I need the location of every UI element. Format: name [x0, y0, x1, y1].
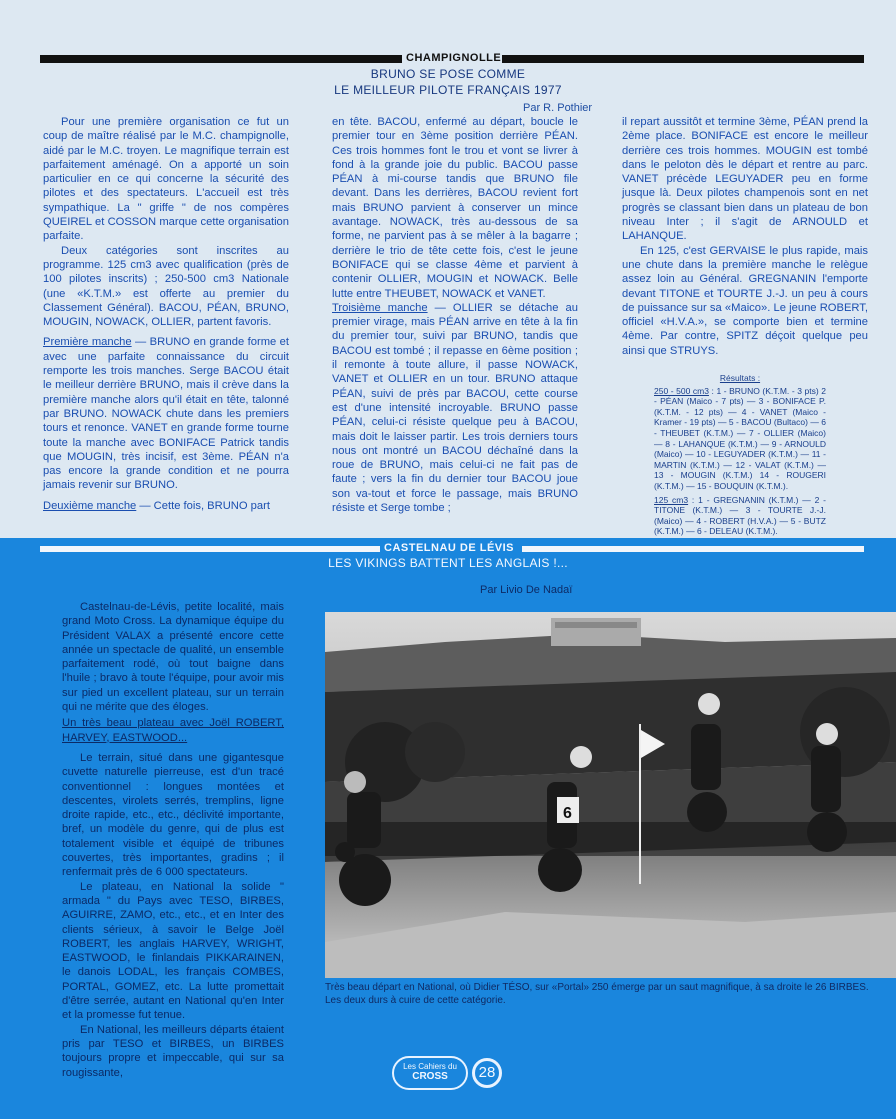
paragraph: Deux catégories sont inscrites au programme. 125 cm3 avec qualification (près de 100 pilotes inscrits) ; 250-500 cm3 Nationale (une «K.T.M.» est offerte au premier du Classement Général). BACOU, PÉAN, BRUNO, MOUGIN, NOWACK, OLLIER, partent favoris. [43, 244, 289, 329]
cahiers-du-cross-logo [392, 1056, 468, 1090]
headline-line-2: LE MEILLEUR PILOTE FRANÇAIS 1977 [334, 83, 562, 97]
results-box [654, 373, 826, 537]
headline-line-1: BRUNO SE POSE COMME [370, 67, 526, 81]
paragraph: — OLLIER se détache au premier virage, mais PÉAN arrive en tête à la fin du premier tour, suivi par BRUNO, tandis que BACOU est tombé ; il repasse en 6ème position ; il remonte à toute allure, il passe NOWACK, VANET et OLLIER en un tour. BRUNO attaque PÉAN, suivi de près par BACOU, cette course est d'une intensité incroyable. BRUNO passe PÉAN, celui-ci résiste quelque peu à BACOU, mais doit le laisser partir. Les trois derniers tours nous ont montré un BACOU déchaîné dans la roue de BRUNO, mais celui-ci ne fait pas de faute ; vers la fin du dernier tour BACOU joue son va-tout et force le passage, mais BRUNO résiste et Serge tombe ; [332, 301, 578, 515]
logo-top-text: Les Cahiers du [403, 1062, 457, 1071]
photo-caption: Très beau départ en National, où Didier TÉSO, sur «Portal» 250 émerge par un saut magnifique, à sa droite le 26 BIRBES. Les deux durs à cuire de cette catégorie. [325, 982, 869, 1006]
results-125: : 1 - GREGNANIN (K.T.M.) — 2 - TITONE (K.T.M.) — 3 - TOURTE J.-J. (Maico) — 4 - ROBERT (H.V.A.) — 5 - BUTZ (K.T.M.) — 6 - DELEAU (K.T.M.). [654, 494, 827, 537]
subheading-manche-1: Première manche [43, 336, 132, 349]
rider-number: 6 [563, 805, 572, 822]
subheading: Un très beau plateau avec Joël ROBERT, HARVEY, EASTWOOD... [62, 717, 284, 744]
section-label: CASTELNAU DE LÉVIS [384, 542, 515, 554]
article-column [62, 600, 284, 1080]
paragraph: il repart aussitôt et termine 3ème, PÉAN prend la 2ème place. BONIFACE est encore le meilleur derrière ces trois hommes. MOUGIN est tombé dans le peloton dès le départ et rentre au parc. VANET précède LEGUYADER peu en forme jusque là. Deux pilotes champenois sont en net progrès se classant bien dans un plateau de bon niveau Inter ; il s'agit de ARNOULD et LAHANQUE. [622, 116, 868, 243]
logo-bottom-text: CROSS [412, 1071, 448, 1082]
byline: Par Livio De Nadaï [480, 584, 573, 596]
paragraph: Le terrain, situé dans une gigantesque cuvette naturelle pierreuse, est d'un tracé conventionnel : longues montées et descentes, virolets serrés, tremplins, ligne droite rapide, etc., etc., déclivité importante, bref, un modèle du genre, qui de plus est totalement visible et équipé de tribunes couvertes, très importantes, gradins ; il renfermait près de 6 000 spectateurs. [62, 751, 284, 879]
section-rule-left [40, 546, 380, 552]
section-label: CHAMPIGNOLLE [406, 52, 502, 64]
article-column-3 [622, 115, 868, 358]
paragraph: Le plateau, en National la solide " armada " du Pays avec TESO, BIRBES, AGUIRRE, ZAMO, etc., etc., et en Inter des clients sérieux, à savoir le Belge Joël ROBERT, les anglais HARVEY, WRIGHT, EASTWOOD, le finlandais PIKKARAINEN, le danois LODAL, les français COMBES, PORTAL, GOMEZ, etc. La lutte promettait d'être serrée, autant en National qu'en Inter et la promesse fut tenue. [62, 880, 284, 1022]
subheading-manche-3: Troisième manche [332, 301, 428, 314]
paragraph: En 125, c'est GERVAISE le plus rapide, mais une chute dans la première manche le relègue assez loin au Général. GREGNANIN l'emporte devant TITONE et TOURTE J.-J. un peu à cours de puissance sur sa «Maico». Le jeune ROBERT, officiel «H.V.A.», se comporte bien et termine 4ème. Par contre, SPITZ déçoit quelque peu ainsi que STRUYS. [622, 244, 868, 357]
section-rule-right [522, 546, 864, 552]
paragraph: — Cette fois, BRUNO part [136, 499, 270, 512]
section-rule-left [40, 55, 402, 63]
page-number: 28 [472, 1058, 502, 1088]
motocross-photo-illustration [325, 612, 896, 978]
paragraph: — BRUNO en grande forme et avec une parfaite connaissance du circuit remporte les trois manches. Serge BACOU était le meilleur derrière BRUNO, mais il crève dans la première manche alors qu'il était en tête, talonné par BRUNO. NOWACK chute dans les premiers tours et renonce. VANET en grande forme tourne toute la manche avec BONIFACE Patrick tandis que MOUGIN, très incisif, est 3ème. PÉAN n'a pas encore la grande condition et ne pourra jamais revenir sur BRUNO. [43, 336, 289, 492]
results-title: Résultats : [719, 373, 761, 383]
article-column-2 [332, 115, 578, 515]
champignolle-article [0, 0, 896, 538]
section-rule-right [502, 55, 864, 63]
subheading-manche-2: Deuxième manche [43, 499, 137, 512]
paragraph: Castelnau-de-Lévis, petite localité, mais grand Moto Cross. La dynamique équipe du Président VALAX a présenté encore cette année un spectacle de qualité, un ensemble parfaitement rodé, où tout baigne dans l'huile ; bravo à toute l'équipe, pour avoir mis sur pied un excellent plateau, sur un terrain qui ne mérite que des éloges. [62, 601, 284, 714]
paragraph: en tête. BACOU, enfermé au départ, boucle le premier tour en 3ème position derrière PÉAN. Ces trois hommes font le trou et vont se livrer à fond à la grande joie du public. BACOU passe PÉAN à mi-course tandis que BRUNO file devant. Dans les derrières, BACOU revient fort mais BRUNO parvient à conserver un mince avantage. NOWACK, très au-dessous de sa forme, ne parvient pas à se mêler à la bagarre ; derrière le trio de tête cette fois, c'est le jeune BONIFACE qui se classe 4ème et parvient à contenir OLLIER, MOUGIN et NOWACK. Belle lutte entre THEUBET, NOWACK et VANET. [332, 116, 578, 300]
byline: Par R. Pothier [523, 102, 593, 114]
article-column-1 [43, 115, 289, 513]
paragraph: Pour une première organisation ce fut un coup de maître réalisé par le M.C. champignolle, aidé par le M.C. troyen. Le magnifique terrain est parfaitement aménagé. On a apporté un soin particulier en ce qui concerne la sécurité des pilotes et des spectateurs. L'accueil est très sympathique. La " griffe " de nos compères QUEIREL et COSSON marque cette organisation parfaite. [43, 116, 289, 243]
headline: LES VIKINGS BATTENT LES ANGLAIS !... [328, 556, 568, 570]
results-250: : 1 - BRUNO (K.T.M. - 3 pts) 2 - PÉAN (Maico - 7 pts) — 3 - BONIFACE P. (K.T.M. - 12 pts) — 4 - VANET (Maico - Kramer - 19 pts) — 5 - BACOU (Bultaco) — 6 - THEUBET (K.T.M.) — 7 - OLLIER (Maico) — 8 - LAHANQUE (K.T.M.) — 9 - ARNOULD (Maico) — 10 - LEGUYADER (K.T.M.) — 11 - MARTIN (K.T.M.) — 12 - VALAT (K.T.M.) — 13 - MOUGIN (K.T.M.) 14 - ROUGERI (K.T.M.) — 15 - BOUQUIN (K.T.M.). [654, 385, 826, 491]
results-250-label: 250 - 500 cm3 [654, 385, 709, 396]
results-125-label: 125 cm3 [654, 494, 689, 505]
paragraph: En National, les meilleurs départs étaient pris par TESO et BIRBES, un BIRBES toujours propre et impeccable, qui sur sa rougissante, [62, 1023, 284, 1079]
race-start-photo [325, 612, 896, 978]
